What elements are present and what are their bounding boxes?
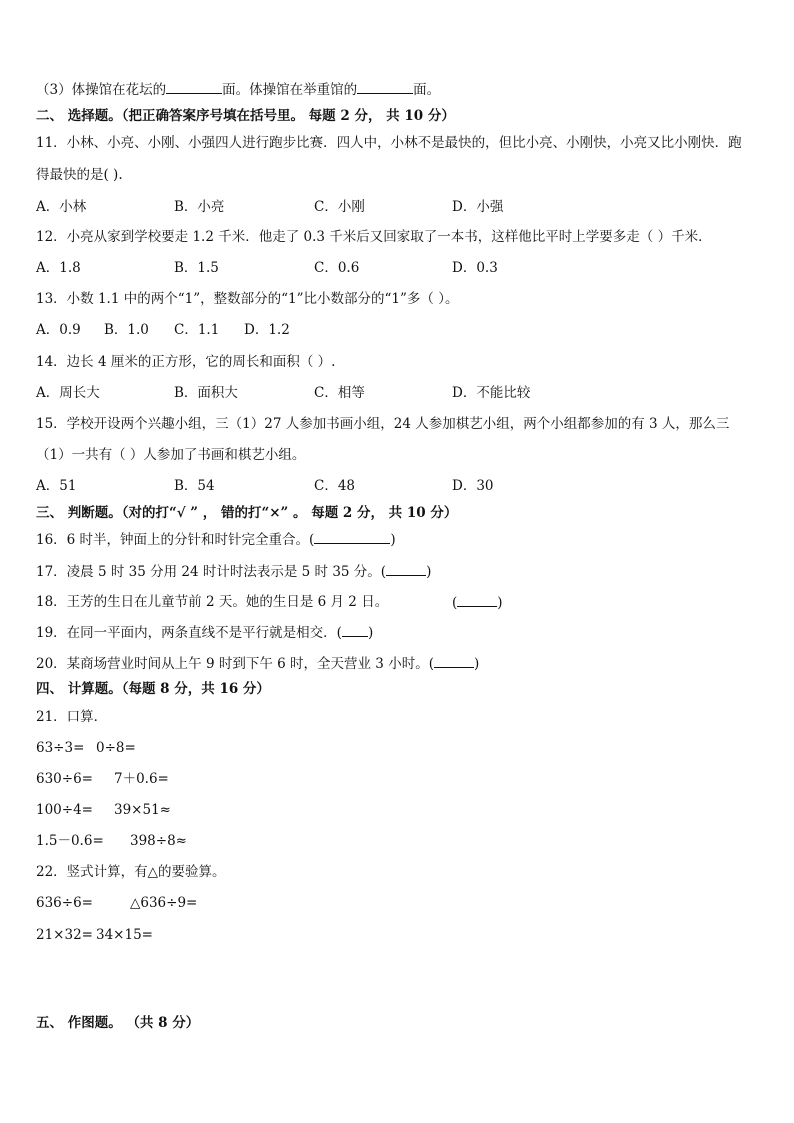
option-b[interactable]: B．面积大: [174, 385, 238, 401]
calc-item: 636÷6=: [36, 895, 93, 911]
question-20-line: [36, 654, 479, 673]
option-a[interactable]: A．小林: [36, 199, 87, 215]
question-15-line-2: （1）一共有（ ）人参加了书画和棋艺小组。: [36, 447, 306, 463]
q20-close: ): [473, 656, 480, 672]
option-d[interactable]: D．1.2: [244, 322, 290, 338]
option-a[interactable]: A．周长大: [36, 385, 100, 401]
option-c[interactable]: C．48: [314, 478, 356, 494]
calc-item: 100÷4=: [36, 802, 93, 818]
calc-item: 7＋0.6=: [114, 771, 169, 787]
answer-blank[interactable]: [166, 80, 222, 94]
question-17-line: [36, 562, 431, 581]
option-c[interactable]: C．1.1: [174, 322, 220, 338]
option-d[interactable]: D．0.3: [452, 260, 498, 276]
calc-item: △636÷9=: [130, 895, 198, 911]
section-3-heading: 三、 判断题。（对的打“√ ” ， 错的打“×” 。 每题 2 分， 共 10 分）: [36, 505, 458, 521]
answer-blank[interactable]: [357, 80, 413, 94]
calc-item: 39×51≈: [114, 802, 171, 818]
option-a[interactable]: A．0.9: [36, 322, 81, 338]
answer-blank[interactable]: [314, 530, 390, 544]
answer-blank[interactable]: [342, 623, 368, 637]
question-11-line-2: 得最快的是( ).: [36, 167, 123, 183]
question-18-answer: [452, 593, 503, 612]
option-b[interactable]: B．54: [174, 478, 215, 494]
question-21-title: 21．口算．: [36, 709, 108, 725]
q3-text-c: 面。: [413, 82, 441, 98]
option-d[interactable]: D．小强: [452, 199, 504, 215]
section-5-heading: 五、 作图题。 （共 8 分）: [36, 1015, 200, 1031]
question-3-line: [36, 80, 440, 99]
calc-item: 63÷3=: [36, 740, 85, 756]
calc-item: 630÷6=: [36, 771, 93, 787]
q3-text-b: 面。体操馆在举重馆的: [222, 82, 358, 98]
calc-item: 34×15=: [96, 927, 153, 943]
option-c[interactable]: C．相等: [314, 385, 365, 401]
q19-close: ): [367, 625, 374, 641]
q17-text: 17．凌晨 5 时 35 分用 24 时计时法表示是 5 时 35 分。(: [36, 564, 387, 580]
calc-item: 21×32=: [36, 927, 93, 943]
option-a[interactable]: A．51: [36, 478, 77, 494]
question-11-line-1: 11．小林、小亮、小刚、小强四人进行跑步比赛．四人中，小林不是最快的，但比小亮、小刚快，小亮又比小刚快．跑: [36, 135, 742, 151]
question-22-title: 22．竖式计算，有△的要验算。: [36, 864, 226, 880]
calc-item: 1.5－0.6=: [36, 833, 104, 849]
answer-blank[interactable]: [457, 593, 497, 607]
option-b[interactable]: B．小亮: [174, 199, 225, 215]
q17-close: ): [426, 564, 432, 580]
option-b[interactable]: B．1.0: [104, 322, 149, 338]
calc-item: 0÷8=: [96, 740, 136, 756]
option-c[interactable]: C．小刚: [314, 199, 365, 215]
question-12-text: 12．小亮从家到学校要走 1.2 千米．他走了 0.3 千米后又回家取了一本书，这样他比平时上学要多走（ ）千米．: [36, 229, 712, 245]
answer-blank[interactable]: [434, 654, 474, 668]
q18-text: 18．王芳的生日在儿童节前 2 天。她的生日是 6 月 2 日。: [36, 594, 389, 610]
question-19-line: [36, 623, 373, 642]
question-16-line: [36, 530, 396, 549]
calc-item: 398÷8≈: [130, 833, 187, 849]
question-13-text: 13．小数 1.1 中的两个“1”，整数部分的“1”比小数部分的“1”多（ ）。: [36, 291, 459, 307]
question-18-line: [36, 593, 388, 611]
q18-close: ): [497, 595, 503, 611]
section-2-heading: 二、 选择题。（把正确答案序号填在括号里。 每题 2 分， 共 10 分）: [36, 108, 455, 124]
q3-text-a: （3）体操馆在花坛的: [36, 82, 167, 98]
answer-blank[interactable]: [386, 562, 426, 576]
q20-text: 20．某商场营业时间从上午 9 时到下午 6 时，全天营业 3 小时。(: [36, 656, 434, 672]
option-b[interactable]: B．1.5: [174, 260, 219, 276]
question-15-line-1: 15．学校开设两个兴趣小组，三（1）27 人参加书画小组，24 人参加棋艺小组，两个小组都参加的有 3 人，那么三: [36, 416, 730, 432]
question-14-text: 14．边长 4 厘米的正方形，它的周长和面积（ ）.: [36, 354, 336, 370]
option-c[interactable]: C．0.6: [314, 260, 360, 276]
q16-text: 16．6 时半，钟面上的分针和时针完全重合。(: [36, 532, 315, 548]
option-d[interactable]: D．不能比较: [452, 385, 531, 401]
option-a[interactable]: A．1.8: [36, 260, 81, 276]
q18-open: (: [452, 595, 458, 611]
section-4-heading: 四、 计算题。（每题 8 分，共 16 分）: [36, 681, 270, 697]
q16-close: ): [390, 532, 396, 548]
option-d[interactable]: D．30: [452, 478, 494, 494]
q19-text: 19．在同一平面内，两条直线不是平行就是相交．(: [36, 625, 342, 641]
